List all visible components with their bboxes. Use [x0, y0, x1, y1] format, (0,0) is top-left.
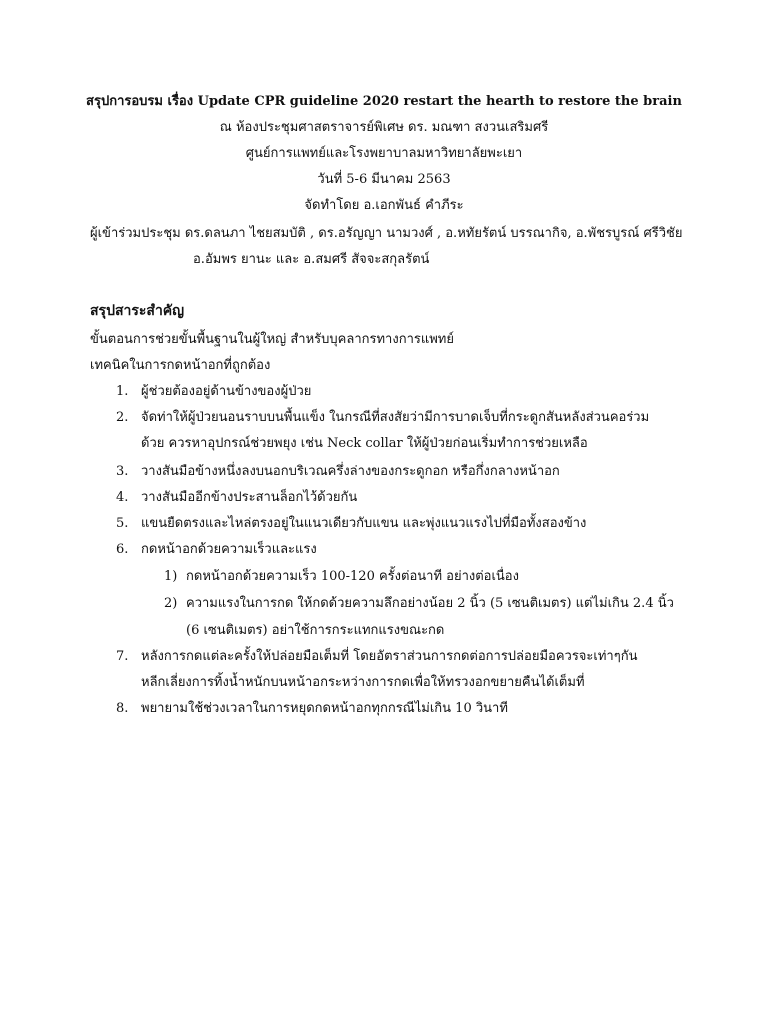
- sub-list-item: [164, 592, 674, 613]
- institution-line: ศูนย์การแพทย์และโรงพยาบาลมหาวิทยาลัยพะเยา: [245, 146, 523, 161]
- sub-list-item-number: 1): [164, 569, 178, 584]
- list-item: [116, 486, 357, 507]
- list-item-text: จัดท่าให้ผู้ป่วยนอนราบบนพื้นแข็ง ในกรณีที่สงสัยว่ามีการบาดเจ็บที่กระดูกสันหลังส่วนคอร่วม: [141, 410, 650, 425]
- list-item: [116, 406, 649, 427]
- list-item-number: 6.: [116, 542, 129, 557]
- list-item: [116, 645, 637, 666]
- list-item-number: 8.: [116, 701, 129, 716]
- list-item-number: 1.: [116, 384, 129, 399]
- attendees-line-2: อ.อัมพร ยานะ และ อ.สมศรี สัจจะสกุลรัตน์: [193, 252, 430, 267]
- list-item: [116, 538, 317, 559]
- list-item: [116, 697, 508, 718]
- list-item-text: วางสันมือข้างหนึ่งลงบนอกบริเวณครึ่งล่างของกระดูกอก หรือกึ่งกลางหน้าอก: [141, 464, 560, 479]
- list-item-continuation: หลีกเลี่ยงการทิ้งน้ำหนักบนหน้าอกระหว่างการกดเพื่อให้ทรวงอกขยายคืนได้เต็มที่: [141, 675, 585, 690]
- list-item-text: วางสันมืออีกข้างประสานล็อกไว้ด้วยกัน: [141, 490, 358, 505]
- list-item: [116, 512, 586, 533]
- prepared-by-line: จัดทำโดย อ.เอกพันธ์ คำภีระ: [304, 198, 464, 213]
- list-item-text: กดหน้าอกด้วยความเร็วและแรง: [141, 542, 317, 557]
- list-item-text: พยายามใช้ช่วงเวลาในการหยุดกดหน้าอกทุกกรณีไม่เกิน 10 วินาที: [141, 701, 508, 716]
- list-item-number: 4.: [116, 490, 129, 505]
- list-item-number: 3.: [116, 464, 129, 479]
- sub-list-item-continuation: (6 เซนติเมตร) อย่าใช้การกระแทกแรงขณะกด: [186, 623, 445, 638]
- list-item-text: หลังการกดแต่ละครั้งให้ปล่อยมือเต็มที่ โดยอัตราส่วนการกดต่อการปล่อยมือควรจะเท่าๆกัน: [141, 649, 638, 664]
- list-item-continuation: ด้วย ควรหาอุปกรณ์ช่วยพยุง เช่น Neck collar ให้ผู้ป่วยก่อนเริ่มทำการช่วยเหลือ: [141, 436, 588, 451]
- date-line: วันที่ 5-6 มีนาคม 2563: [317, 172, 451, 187]
- sub-list-item-text: ความแรงในการกด ให้กดด้วยความลึกอย่างน้อย 2 นิ้ว (5 เซนติเมตร) แต่ไม่เกิน 2.4 นิ้ว: [186, 596, 674, 611]
- summary-intro: ขั้นตอนการช่วยขั้นพื้นฐานในผู้ใหญ่ สำหรับบุคลากรทางการแพทย์: [90, 332, 454, 347]
- document-title: สรุปการอบรม เรื่อง Update CPR guideline 2020 restart the hearth to restore the brain: [86, 94, 682, 109]
- list-item-text: ผู้ช่วยต้องอยู่ด้านข้างของผู้ป่วย: [141, 384, 312, 399]
- list-item-number: 2.: [116, 410, 129, 425]
- summary-heading: สรุปสาระสำคัญ: [90, 303, 185, 319]
- list-item-text: แขนยืดตรงและไหล่ตรงอยู่ในแนวเดียวกับแขน และพุ่งแนวแรงไปที่มือทั้งสองข้าง: [141, 516, 587, 531]
- sub-list-item-number: 2): [164, 596, 178, 611]
- attendees-line-1: ผู้เข้าร่วมประชุม ดร.ดลนภา ไชยสมบัติ , ดร.อรัญญา นามวงศ์ , อ.หทัยรัตน์ บรรณากิจ, อ.พัชรบูรณ์ ศรีวิชัย: [90, 226, 683, 241]
- sub-list-item: [164, 565, 519, 586]
- list-item-number: 5.: [116, 516, 129, 531]
- sub-list-item-text: กดหน้าอกด้วยความเร็ว 100-120 ครั้งต่อนาที อย่างต่อเนื่อง: [186, 569, 519, 584]
- list-item: [116, 460, 560, 481]
- venue-line: ณ ห้องประชุมศาสตราจารย์พิเศษ ดร. มณฑา สงวนเสริมศรี: [219, 120, 549, 135]
- technique-heading: เทคนิคในการกดหน้าอกที่ถูกต้อง: [90, 358, 271, 373]
- list-item: [116, 380, 311, 401]
- list-item-number: 7.: [116, 649, 129, 664]
